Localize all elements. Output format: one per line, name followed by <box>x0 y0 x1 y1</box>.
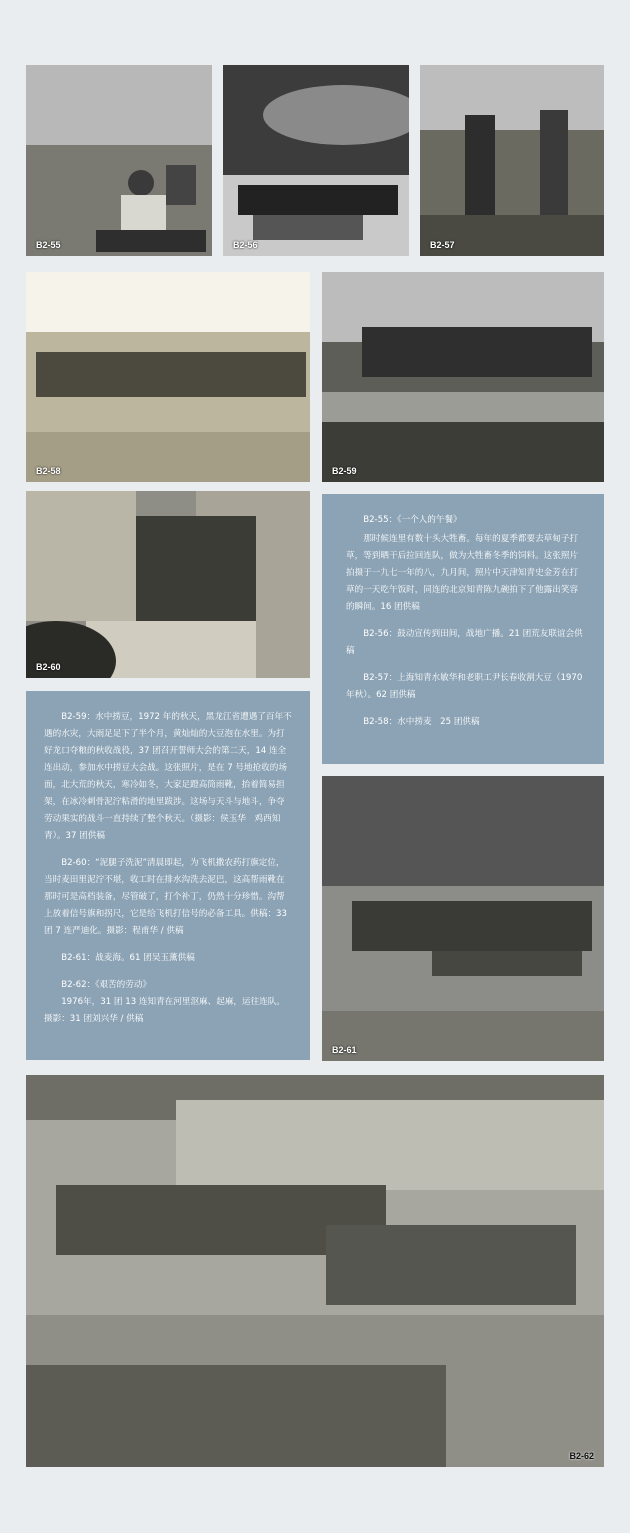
photo-label: B2-60 <box>36 662 61 672</box>
caption-line: B2-60：“泥腿子洗泥”清晨即起，为飞机撒农药打旗定位，当时麦田里泥泞不堪，收工时在排水沟洗去泥巴，这高帮雨靴在那时可是高档装备，尽管破了，打个补丁，仍然十分珍惜。沟帮上放着信号旗和拐尺，它是给飞机打信号的必备工具。供稿：33 团 7 连严迪化。摄影：程甫华 / 供稿 <box>44 858 287 936</box>
photo-b2-60 <box>26 491 310 678</box>
photo-b2-58 <box>26 272 310 482</box>
photo-b2-61 <box>322 776 604 1061</box>
caption-line: 那时候连里有数十头大牲畜。每年的夏季都要去草甸子打草，等到晒干后拉回连队，做为大牲畜冬季的饲料。这张照片拍摄于一九七一年的八，九月间，照片中天津知青史金芳在打草的一天吃午饭时，同连的北京知青陈九碗拍下了他露出笑容的瞬间。16 团供稿 <box>346 534 579 612</box>
photo-b2-55-image <box>26 65 212 256</box>
photo-label: B2-62 <box>569 1451 594 1461</box>
photo-b2-57 <box>420 65 604 256</box>
caption-line: B2-57：上海知青水敏华和老职工尹长春收割大豆（1970 年秋）。62 团供稿 <box>346 673 583 700</box>
photo-label: B2-58 <box>36 466 61 476</box>
photo-b2-59-image <box>322 272 604 482</box>
photo-label: B2-57 <box>430 240 455 250</box>
photo-b2-55 <box>26 65 212 256</box>
photo-b2-57-image <box>420 65 604 256</box>
caption-line: B2-55：《一个人的午餐》 <box>363 515 462 525</box>
caption-line: B2-56：鼓动宣传到田间，战地广播。21 团荒友联谊会供稿 <box>346 629 583 656</box>
caption-line: B2-62：《艰苦的劳动》 <box>61 980 152 990</box>
photo-b2-60-image <box>26 491 310 678</box>
caption-line: 1976年，31 团 13 连知青在河里沤麻、起麻，运往连队。摄影：31 团刘兴华 / 供稿 <box>44 997 285 1024</box>
photo-b2-62 <box>26 1075 604 1467</box>
photo-label: B2-61 <box>332 1045 357 1055</box>
caption-box-left <box>26 691 310 1060</box>
photo-b2-58-image <box>26 272 310 482</box>
photo-b2-62-image <box>26 1075 604 1467</box>
photo-label: B2-59 <box>332 466 357 476</box>
caption-box-right <box>322 494 604 764</box>
caption-line: B2-59：水中捞豆，1972 年的秋天，黑龙江省遭遇了百年不遇的水灾，大雨足足下了半个月，黄灿灿的大豆泡在水里。为打好龙口夺粮的秋收战役，37 团召开誓师大会的第二天，14 连全连出动，参加水中捞豆大会战。这张照片，是在 7 号地抢收的场面，北大荒的秋天，寒冷如冬，大家足蹬高筒雨靴，抬着简易担架，在冰冷刺骨泥泞粘滑的地里跋涉。这场与天斗与地斗，争夺劳动果实的战斗一直持续了整个秋天。（摄影：侯玉华 鸡西知青）。37 团供稿 <box>44 712 292 841</box>
photo-b2-56-image <box>223 65 409 256</box>
photo-b2-56 <box>223 65 409 256</box>
caption-line: B2-58：水中捞麦 25 团供稿 <box>363 717 480 727</box>
photo-label: B2-56 <box>233 240 258 250</box>
photo-b2-61-image <box>322 776 604 1061</box>
photo-b2-59 <box>322 272 604 482</box>
photo-label: B2-55 <box>36 240 61 250</box>
caption-line: B2-61：战麦海。61 团吴玉薰供稿 <box>61 953 195 963</box>
